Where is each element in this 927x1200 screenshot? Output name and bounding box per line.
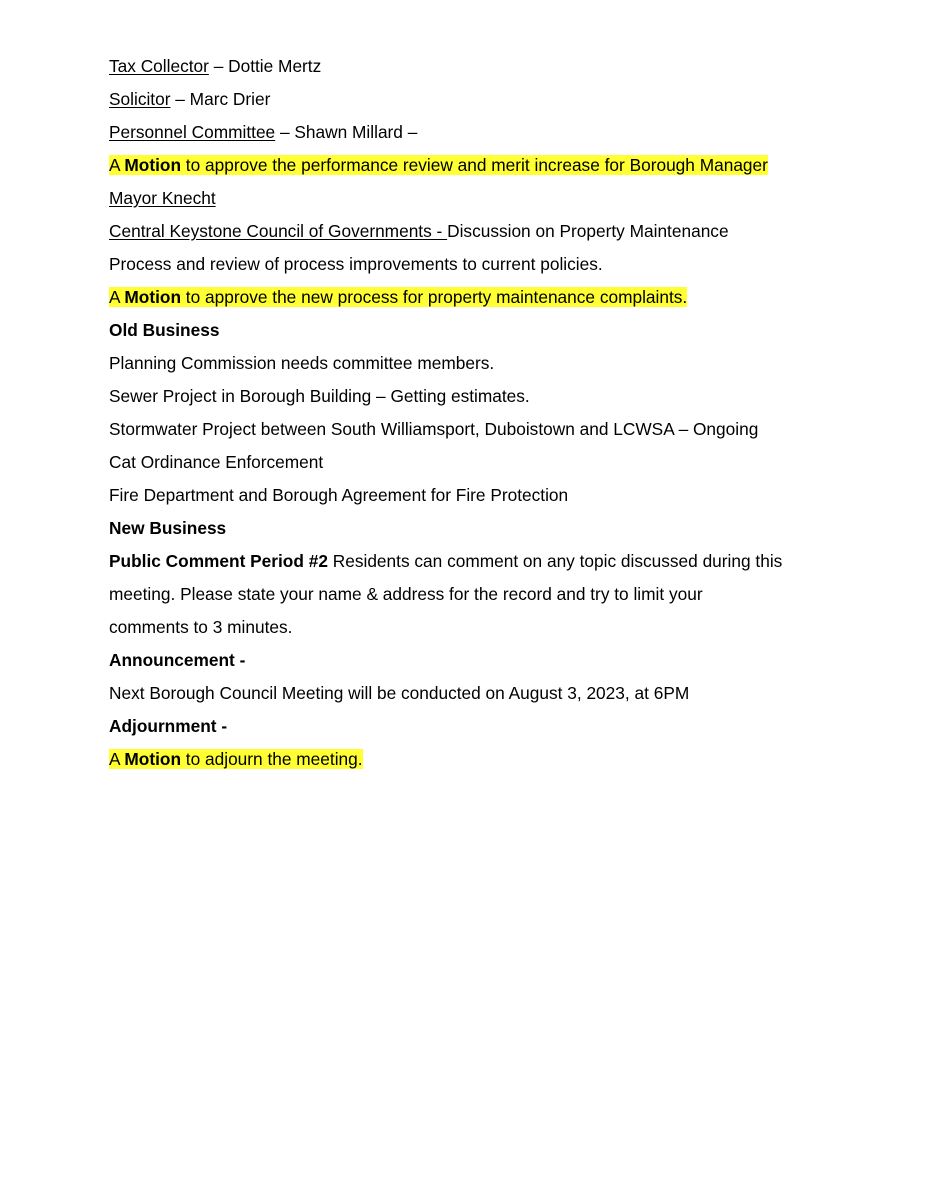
tax-collector-name: – Dottie Mertz — [208, 56, 322, 76]
personnel-motion-lead: A — [109, 155, 125, 175]
cog-motion-highlight — [109, 287, 687, 307]
solicitor-line — [109, 88, 869, 121]
old-business-item: Stormwater Project between South Williamsport, Duboistown and LCWSA – Ongoing — [109, 419, 759, 439]
cog-line-2 — [109, 253, 869, 286]
cog-motion-line — [109, 286, 869, 319]
personnel-committee-label: Personnel Committee — [109, 122, 276, 142]
tax-collector-label: Tax Collector — [109, 56, 209, 76]
public-comment-line-2: meeting. Please state your name & address for the record and try to limit your — [109, 584, 703, 604]
solicitor-label: Solicitor — [109, 89, 171, 109]
public-comment-text-1: Residents can comment on any topic discussed during this — [327, 551, 783, 571]
personnel-motion-highlight — [109, 155, 768, 175]
adjournment-heading: Adjournment - — [109, 716, 228, 736]
cog-motion-keyword: Motion — [124, 287, 181, 307]
personnel-committee-line — [109, 121, 869, 154]
personnel-committee-name: – Shawn Millard – — [275, 122, 418, 142]
adjournment-motion-lead: A — [109, 749, 125, 769]
old-business-heading: Old Business — [109, 320, 220, 340]
cog-line — [109, 220, 869, 253]
cog-text: Discussion on Property Maintenance — [447, 221, 729, 241]
announcement-heading: Announcement - — [109, 650, 246, 670]
personnel-motion-text: to approve the performance review and merit increase for Borough Manager — [181, 155, 768, 175]
adjournment-motion-line — [109, 748, 869, 781]
old-business-item: Cat Ordinance Enforcement — [109, 452, 324, 472]
personnel-motion-line — [109, 154, 869, 187]
tax-collector-line — [109, 55, 869, 88]
old-business-item: Fire Department and Borough Agreement for Fire Protection — [109, 485, 569, 505]
adjournment-motion-text: to adjourn the meeting. — [181, 749, 363, 769]
cog-label: Central Keystone Council of Governments - — [109, 221, 448, 241]
public-comment-line-3: comments to 3 minutes. — [109, 617, 293, 637]
old-business-item: Planning Commission needs committee members. — [109, 353, 495, 373]
cog-motion-text: to approve the new process for property maintenance complaints. — [181, 287, 688, 307]
cog-motion-lead: A — [109, 287, 125, 307]
public-comment-line-1 — [109, 550, 869, 583]
adjournment-motion-keyword: Motion — [124, 749, 181, 769]
mayor-line — [109, 187, 869, 220]
public-comment-heading: Public Comment Period #2 — [109, 551, 328, 571]
solicitor-name: – Marc Drier — [170, 89, 271, 109]
old-business-item: Sewer Project in Borough Building – Getting estimates. — [109, 386, 530, 406]
personnel-motion-keyword: Motion — [124, 155, 181, 175]
agenda-content — [109, 55, 869, 781]
mayor-label: Mayor Knecht — [109, 188, 216, 208]
announcement-text: Next Borough Council Meeting will be conducted on August 3, 2023, at 6PM — [109, 683, 690, 703]
adjournment-motion-highlight — [109, 749, 363, 769]
cog-text-2: Process and review of process improvements to current policies. — [109, 254, 603, 274]
new-business-heading: New Business — [109, 518, 227, 538]
